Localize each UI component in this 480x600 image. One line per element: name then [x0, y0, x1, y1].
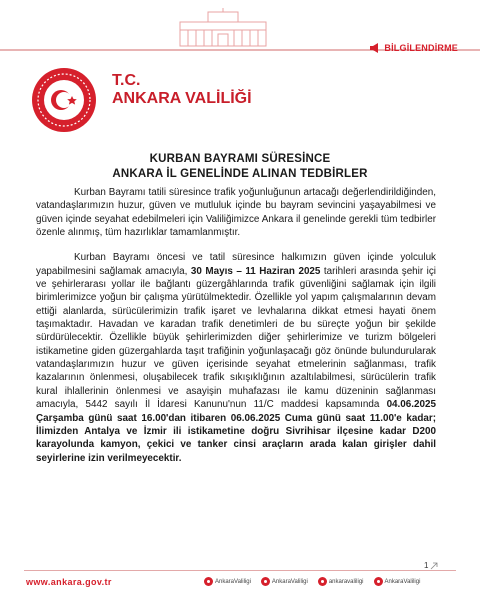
organization-name — [112, 72, 252, 108]
org-line1: T.C. — [112, 72, 141, 89]
social-label: AnkaraValiligi — [271, 578, 308, 585]
website-link[interactable]: www.ankara.gov.tr — [26, 577, 112, 587]
org-line2: ANKARA VALİLİĞİ — [112, 90, 252, 107]
document-title — [0, 152, 480, 182]
info-label: BİLGİLENDİRME — [384, 43, 458, 53]
title-line2: ANKARA İL GENELİNDE ALINAN TEDBİRLER — [112, 168, 368, 180]
footer-divider — [24, 570, 456, 571]
paragraph-2 — [36, 251, 436, 465]
youtube-icon — [318, 577, 327, 586]
instagram-icon — [261, 577, 270, 586]
document-body — [36, 186, 436, 477]
megaphone-icon — [369, 43, 380, 53]
x-icon — [374, 577, 383, 586]
page-corner-icon — [430, 562, 438, 570]
social-links — [204, 577, 420, 586]
social-x[interactable] — [374, 577, 421, 586]
paragraph-2-intro: Kurban Bayramı öncesi ve tatil süresince halkımızın güven içinde yolculuk yapabilmesini sağlamak amacıyla, — [36, 252, 436, 277]
paragraph-2-body: tarihleri arasında şehir içi ve şehirlerarası yollar ile bağlantı güzergâhlarında trafik güvenliğini sağlamak için ilgili birimlerimizce yoğun bir çalışma yürütülmektedir. Özellikle yol yapım çalışmalarının devam ettiği alanlarda, sürücülerimizin trafik işaret ve levhalarına dikkat etmesi hayati önem taşımaktadır. Havadan ve karadan trafik denetimleri de bu süreçte yoğun bir şekilde sürdürülecektir. Özellikle büyük şehirlerimizden diğer şehirlerimize ve turizm bölgeleri istikametine giden güzergahlarda taşıt trafiğinin yoğunlaşacağı göz önünde bulundurularak vatandaşlarımızın huzur ve güven içerisinde seyahat etmelerinin sağlanması, trafik kazalarının önlenmesi, oluşabilecek trafik sıkışıklığının azaltılabilmesi, sürücülerin trafik kural ihlallerinin önlenmesi ve asayişin muhafazası ile kamu düzeninin sağlanması amacıyla, 5442 sayılı İl İdaresi Kanunu'nun 11/C maddesi kapsamında — [36, 265, 436, 411]
governorship-emblem-icon — [30, 66, 98, 134]
paragraph-1: Kurban Bayramı tatili süresince trafik yoğunluğunun artacağı değerlendirildiğinden, vatandaşlarımızın huzur, güven ve mutluluk içinde bu bayram sevincini yaşayabilmesi ve güven içinde seyahat edebilmeleri için Valiliğimizce Ankara il genelinde gerekli tüm tedbirler özenle alınmış, tüm hazırlıklar tamamlanmıştır. — [36, 187, 436, 239]
social-instagram[interactable] — [261, 577, 308, 586]
page-number-value: 1 — [424, 561, 429, 570]
social-label: ankaravaliligi — [328, 578, 364, 585]
social-label: AnkaraValiligi — [215, 578, 251, 585]
social-youtube[interactable] — [318, 577, 364, 586]
date-range: 30 Mayıs – 11 Haziran 2025 — [190, 265, 321, 277]
info-tag — [369, 43, 458, 53]
restriction-notice: 04.06.2025 Çarşamba günü saat 16.00'dan itibaren 06.06.2025 Cuma günü saat 11.00'e kadar; İlimizden Antalya ve İzmir ili istikametine doğru Sivrihisar ilçesine kadar D200 karayolunda kamyon, çekici ve tanker cinsi araçların arada kalan girişler dahil seyirlerine izin verilmeyecektir. — [36, 399, 436, 464]
social-label: AnkaraValiligi — [384, 578, 421, 585]
government-building-icon — [178, 8, 268, 48]
page-number — [424, 561, 438, 570]
facebook-icon — [204, 577, 213, 586]
social-facebook[interactable] — [204, 577, 251, 586]
title-line1: KURBAN BAYRAMI SÜRESİNCE — [149, 153, 331, 165]
